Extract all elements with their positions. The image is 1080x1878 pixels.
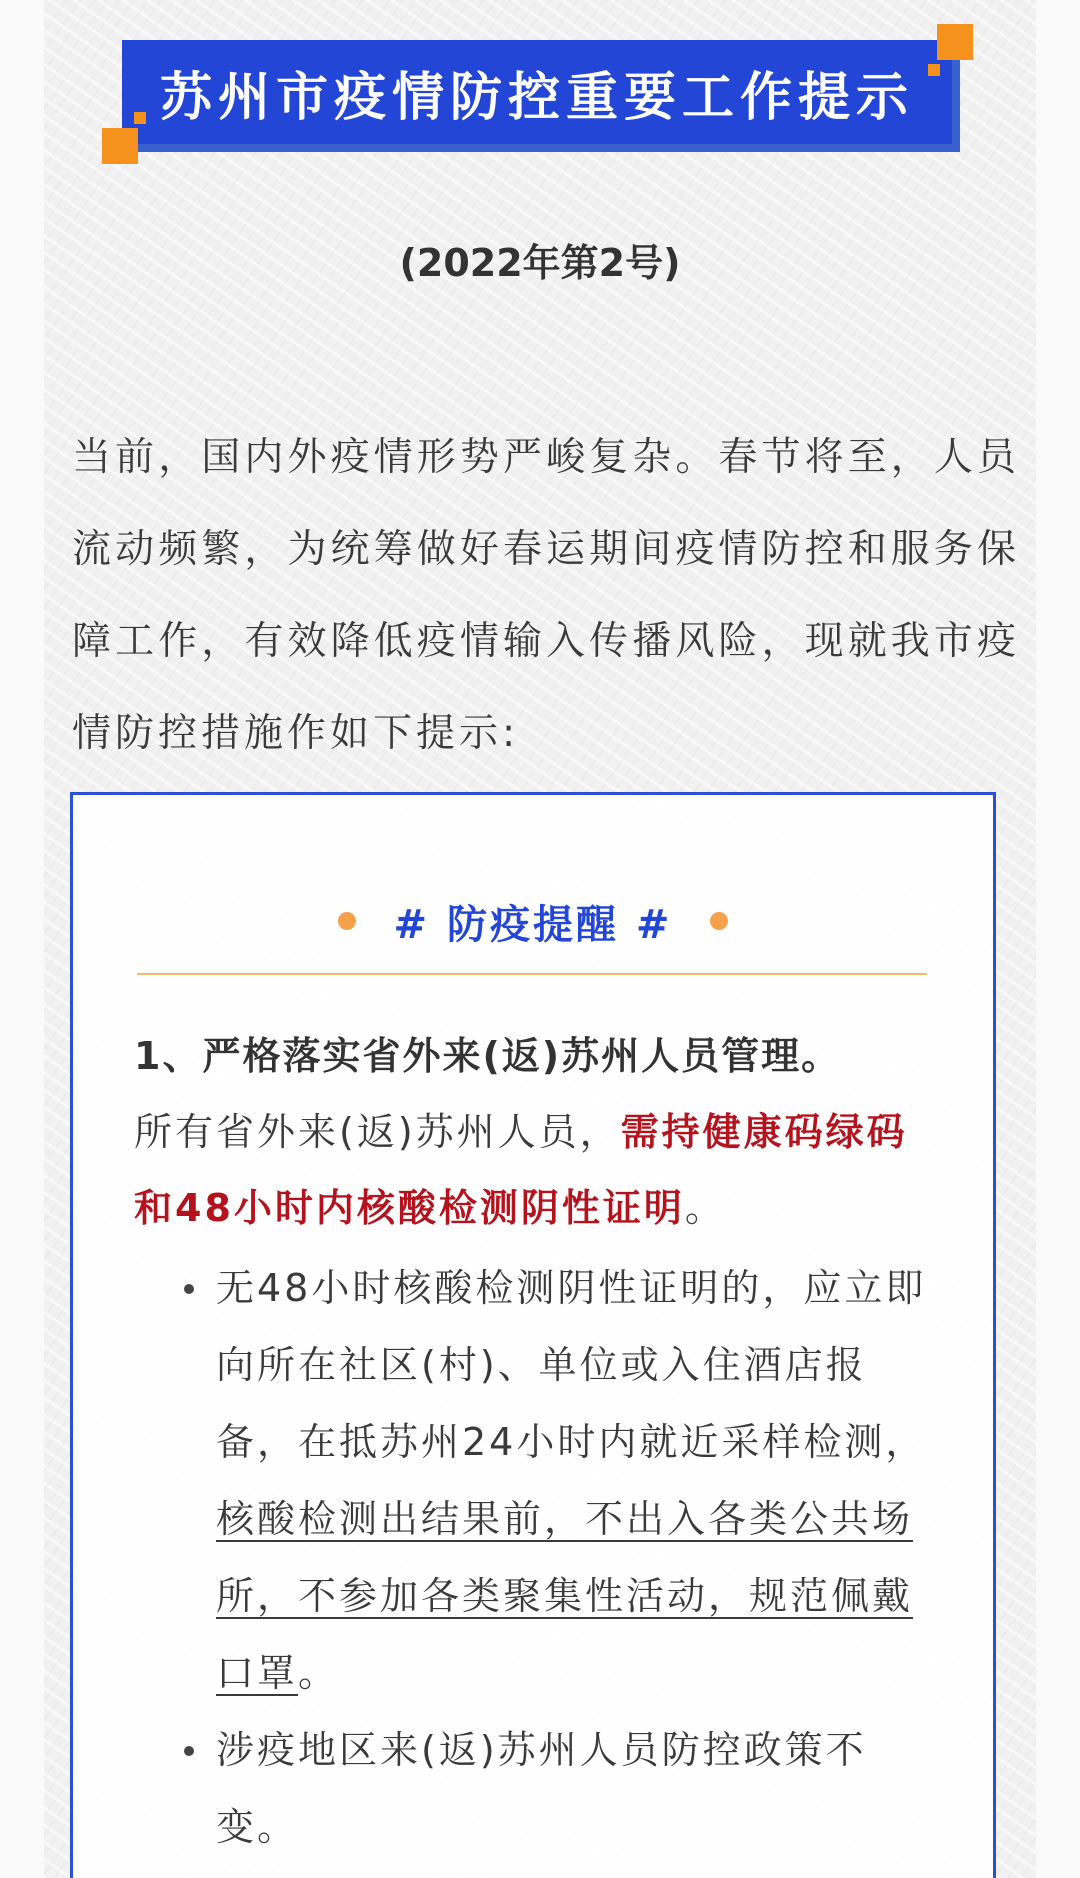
issue-number: (2022年第2号) (399, 241, 681, 285)
bullet-list (134, 1250, 930, 1866)
title-banner-box (122, 40, 952, 144)
bullet-text: 无48小时核酸检测阴性证明的，应立即向所在社区(村)、单位或入住酒店报备，在抵苏州24小时内就近采样检测， (216, 1266, 927, 1464)
list-item (134, 1712, 930, 1866)
page-title: 苏州市疫情防控重要工作提示 (159, 67, 914, 128)
orange-square-decoration-small (134, 112, 146, 124)
intro-paragraph: 当前，国内外疫情形势严峻复杂。春节将至，人员流动频繁，为统筹做好春运期间疫情防控和服务保障工作，有效降低疫情输入传播风险，现就我市疫情防控措施作如下提示: (72, 435, 1020, 756)
item-body-emphasis: 需持健康码绿码和48小时内核酸检测阴性证明 (134, 1110, 908, 1230)
bullet-text: 涉疫地区来(返)苏州人员防控政策不变。 (216, 1728, 867, 1849)
list-item (134, 1250, 930, 1712)
dot-icon (710, 912, 728, 930)
orange-square-decoration (102, 128, 138, 164)
title-banner (122, 40, 960, 152)
notice-page (44, 0, 1036, 1878)
orange-square-decoration (937, 24, 973, 60)
bullet-icon (184, 1746, 194, 1756)
item-body-prefix: 所有省外来(返)苏州人员， (134, 1110, 621, 1154)
panel-heading: # 防疫提醒 # (393, 901, 673, 948)
bullet-suffix: 。 (298, 1651, 340, 1695)
dot-icon (338, 912, 356, 930)
item-body-suffix: 。 (684, 1186, 726, 1230)
item-title: 1、严格落实省外来(返)苏州人员管理。 (134, 1034, 842, 1078)
panel-heading-row (73, 891, 993, 951)
item-body (134, 1094, 930, 1246)
heading-divider (137, 973, 927, 975)
orange-square-decoration-small (928, 64, 940, 76)
bullet-underlined-text: 核酸检测出结果前，不出入各类公共场所，不参加各类聚集性活动，规范佩戴口罩 (216, 1497, 914, 1695)
bullet-icon (184, 1284, 194, 1294)
